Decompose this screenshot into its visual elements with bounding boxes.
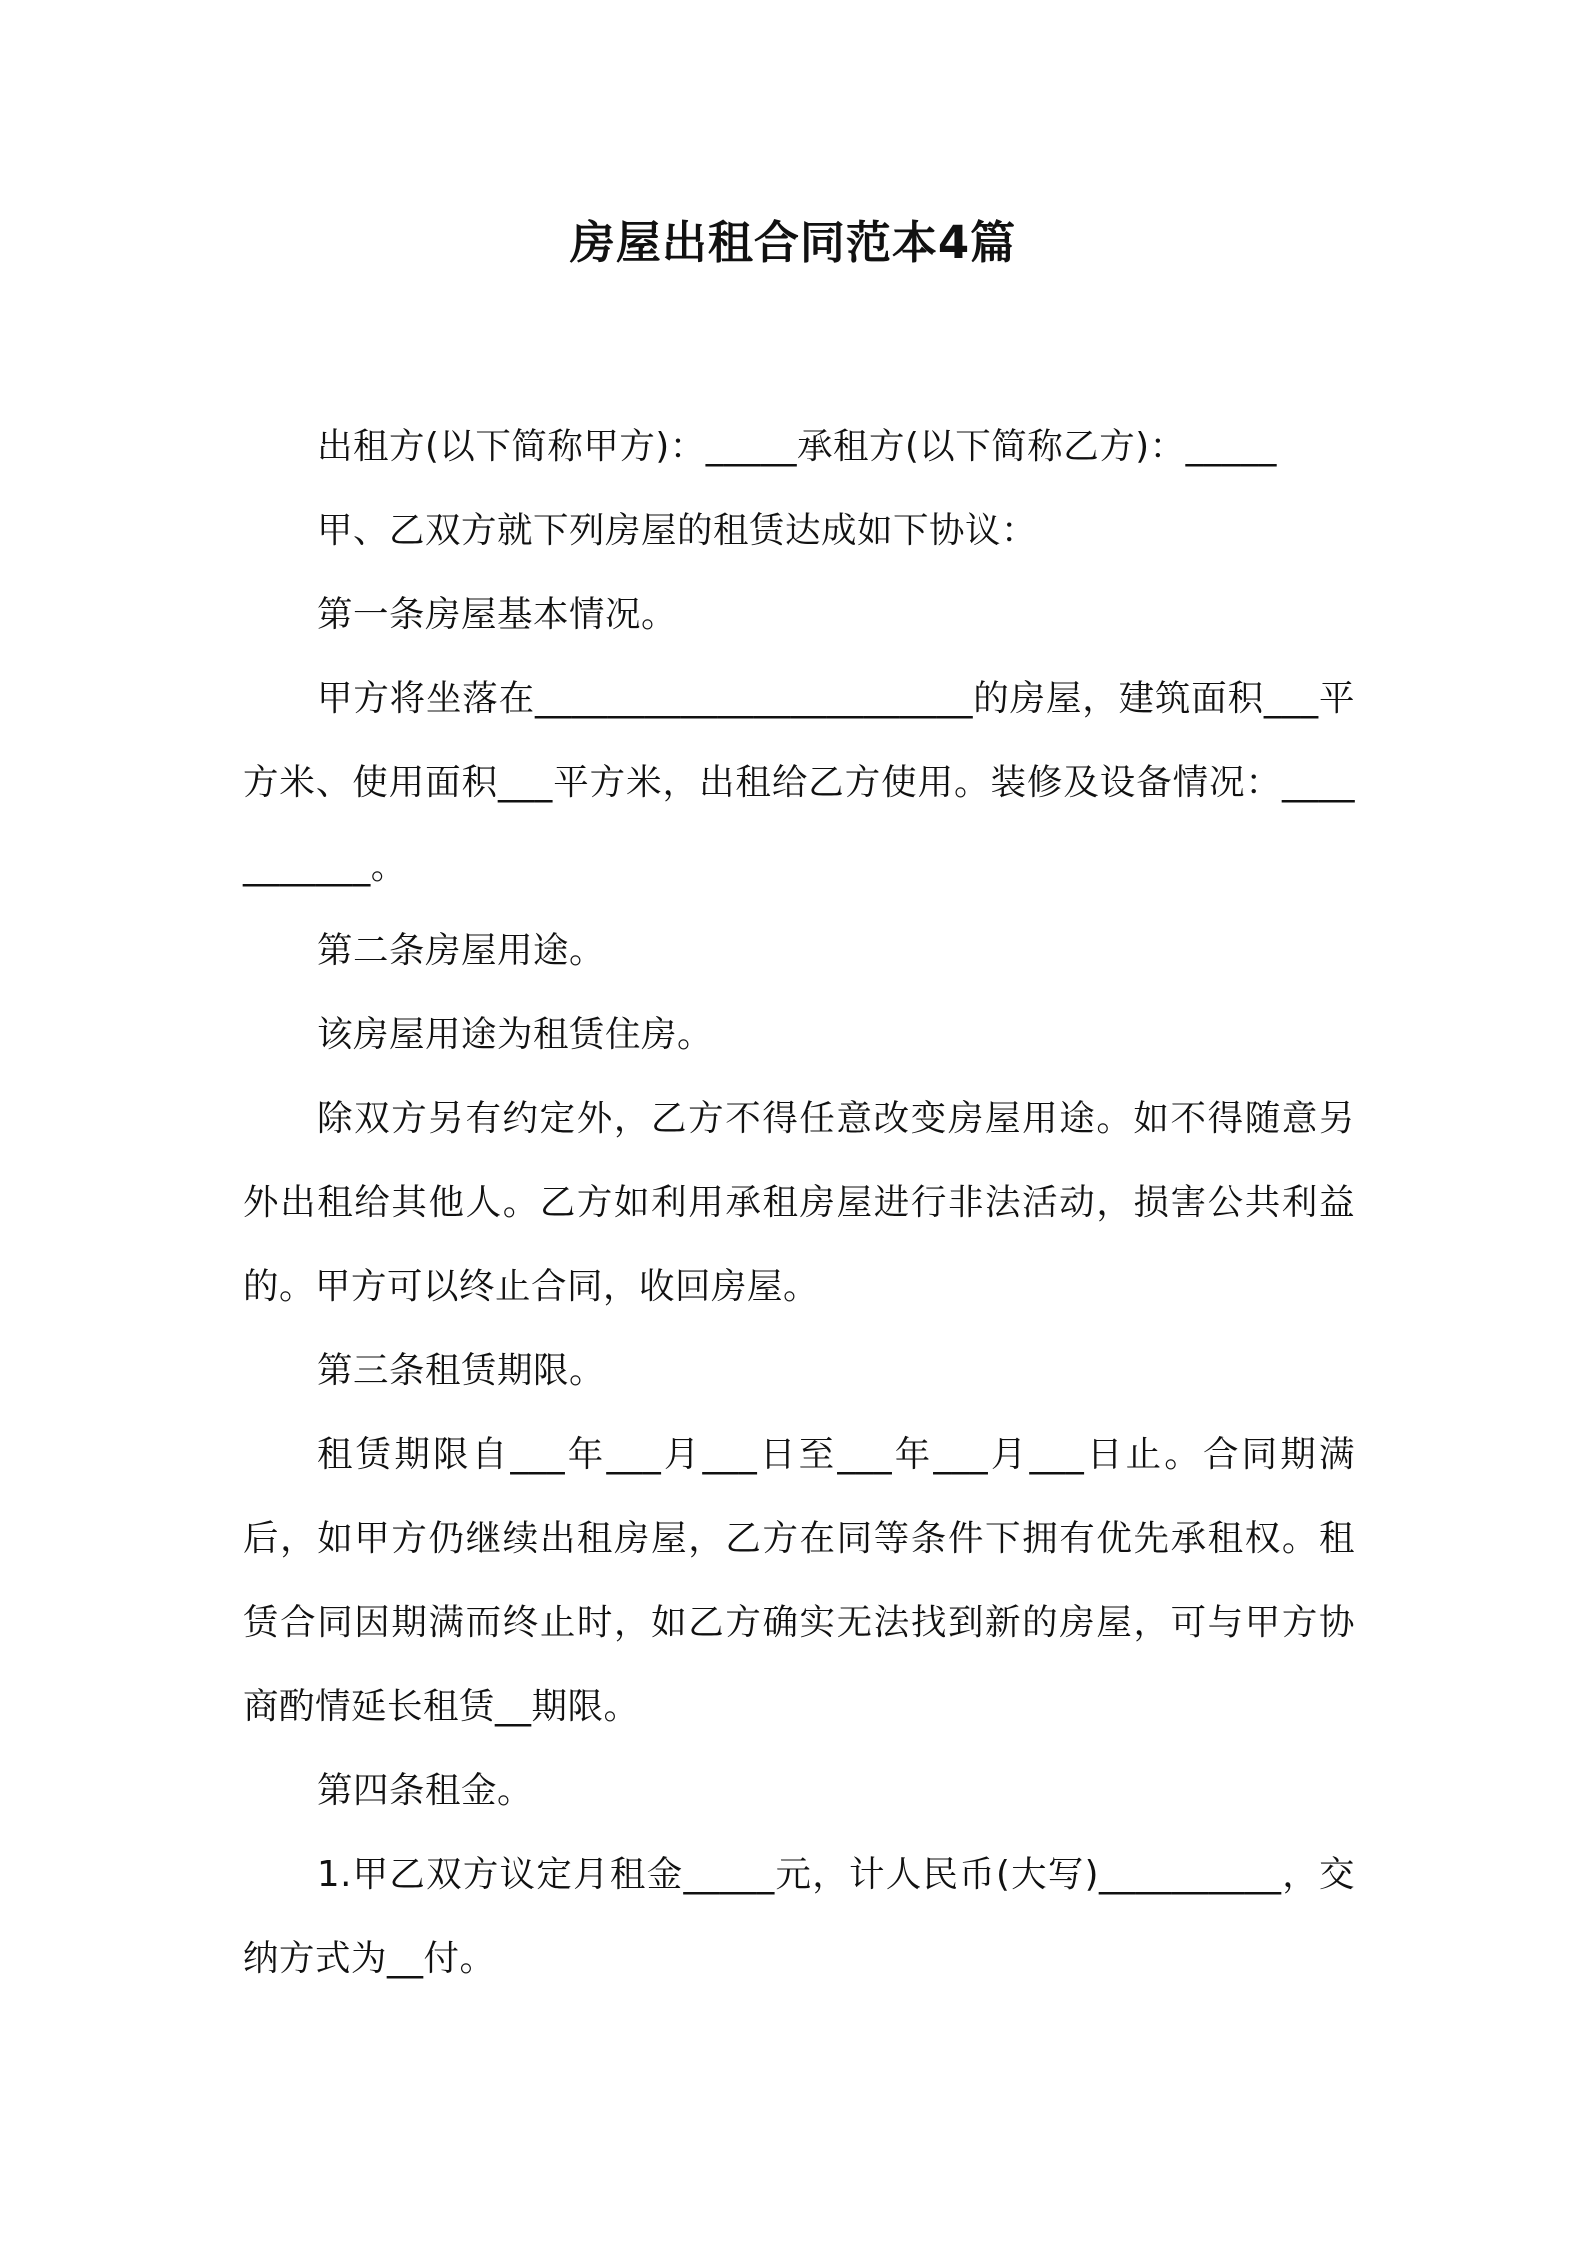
article-3-paragraph: 租赁期限自___年___月___日至___年___月___日止。合同期满后，如甲方仍继续出租房屋，乙方在同等条件下拥有优先承租权。租赁合同因期满而终止时，如乙方确实无法找到新的房屋，可与甲方协商酌情延长租赁__期限。 xyxy=(243,1434,1355,1727)
article-3-heading: 第三条租赁期限。 xyxy=(317,1350,606,1391)
article-2-purpose-paragraph: 该房屋用途为租赁住房。 xyxy=(317,1014,714,1055)
agreement-intro-paragraph: 甲、乙双方就下列房屋的租赁达成如下协议： xyxy=(317,510,1038,551)
document-title: 房屋出租合同范本4篇 xyxy=(569,216,1017,269)
parties-paragraph: 出租方(以下简称甲方)：_____承租方(以下简称乙方)：_____ xyxy=(317,426,1277,467)
article-1-heading: 第一条房屋基本情况。 xyxy=(317,594,678,635)
article-4-rent-paragraph: 1.甲乙双方议定月租金_____元，计人民币(大写)__________，交纳方式为__付。 xyxy=(243,1854,1355,1979)
document-body xyxy=(243,405,1355,2001)
article-1-paragraph: 甲方将坐落在________________________的房屋，建筑面积___平方米、使用面积___平方米，出租给乙方使用。装修及设备情况：___________。 xyxy=(243,678,1355,887)
article-4-heading: 第四条租金。 xyxy=(317,1770,534,1811)
article-2-restriction-paragraph: 除双方另有约定外，乙方不得任意改变房屋用途。如不得随意另外出租给其他人。乙方如利用承租房屋进行非法活动，损害公共利益的。甲方可以终止合同，收回房屋。 xyxy=(243,1098,1355,1307)
article-2-heading: 第二条房屋用途。 xyxy=(317,930,606,971)
